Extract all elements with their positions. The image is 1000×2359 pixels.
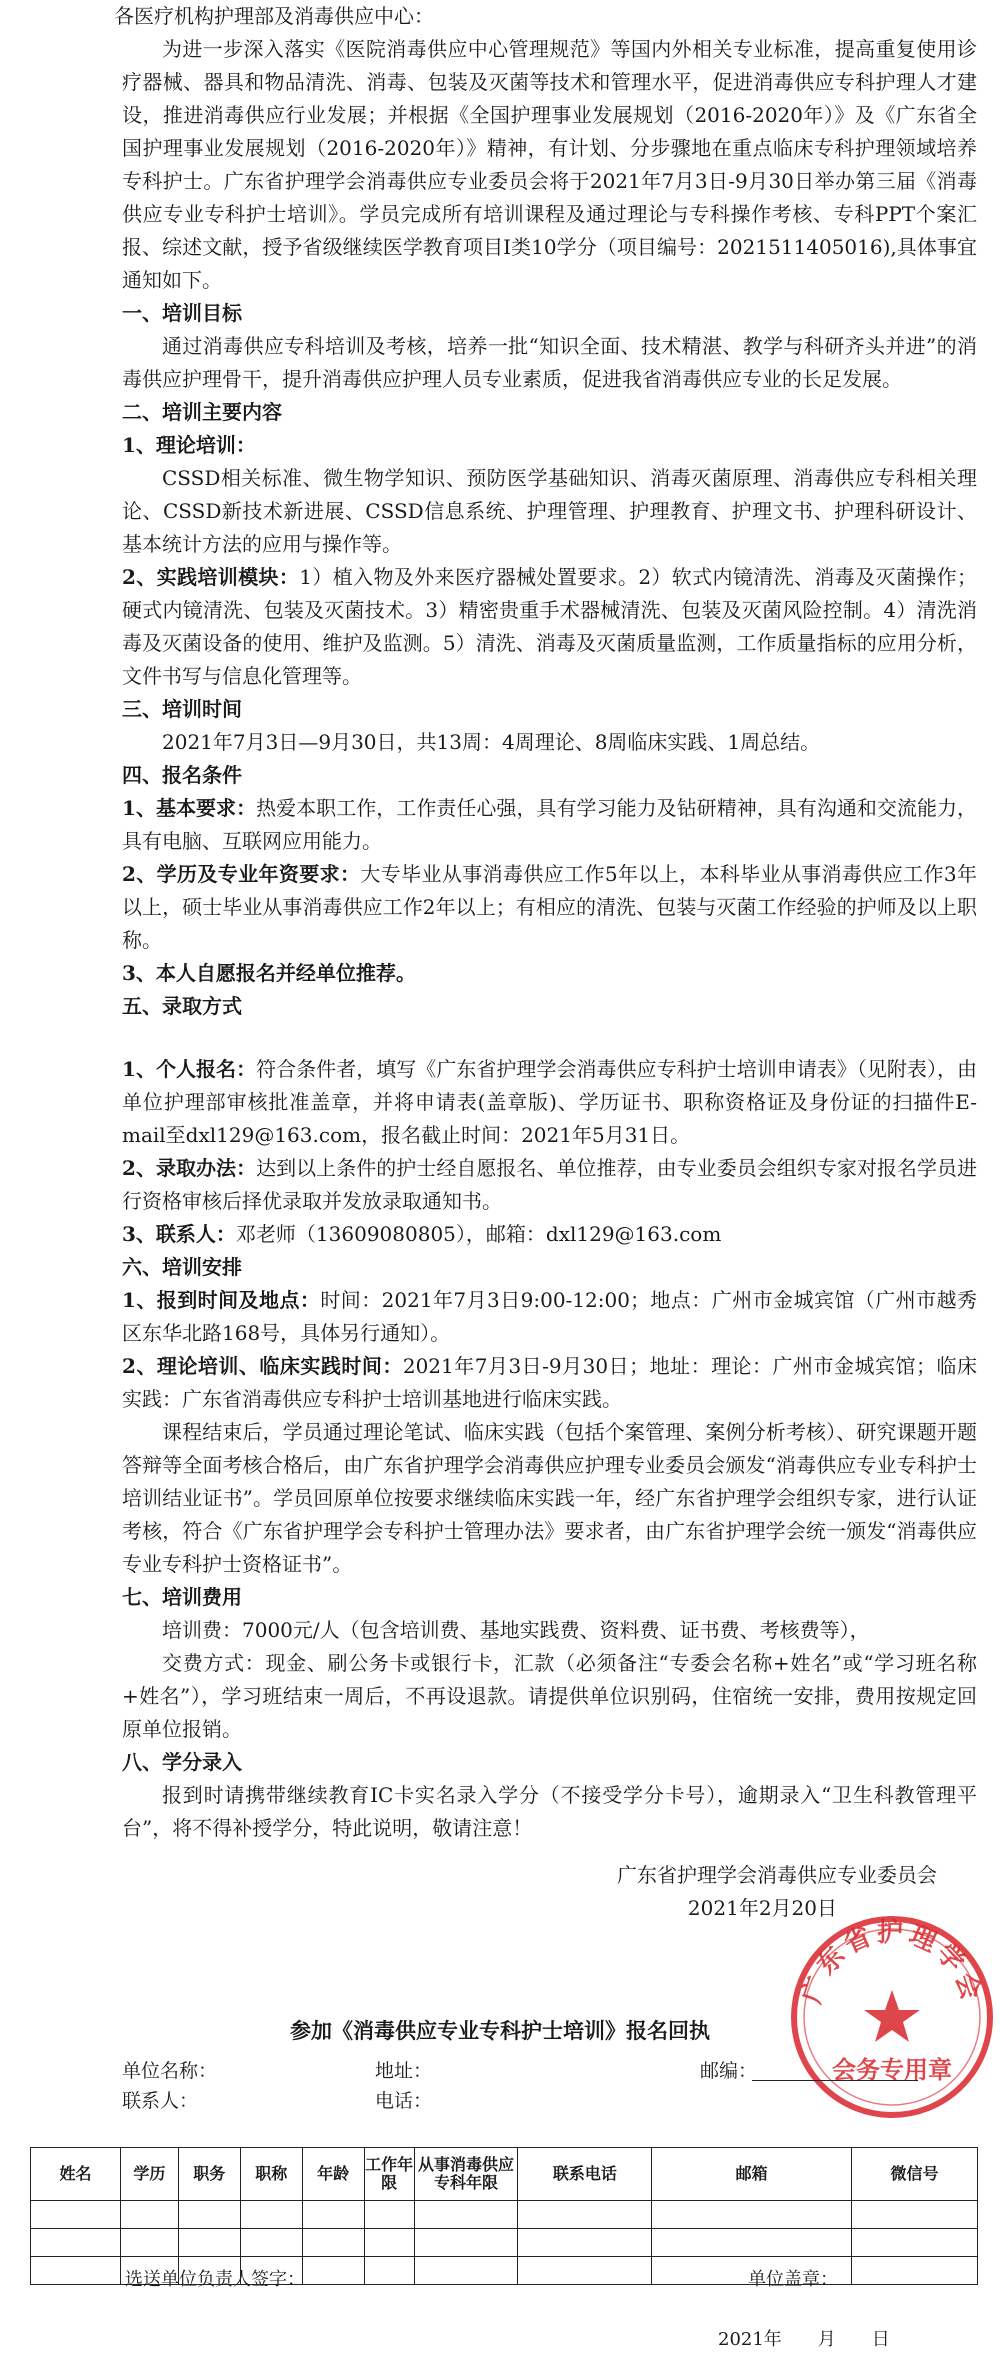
section-8-title: 八、学分录入 [122,1750,242,1774]
section-2-item-2 [122,561,977,693]
col-education: 学历 [120,2148,178,2201]
table-cell[interactable] [302,2201,364,2229]
col-work-years: 工作年限 [364,2148,414,2201]
section-2-item-2-title: 2、实践培训模块： [122,565,300,589]
col-age: 年龄 [302,2148,364,2201]
section-2-item-1-title: 1、理论培训： [122,433,256,457]
table-cell[interactable] [31,2201,121,2229]
section-4-item-1-title: 1、基本要求： [122,796,257,820]
col-name: 姓名 [31,2148,121,2201]
col-title: 职称 [240,2148,302,2201]
table-cell[interactable] [414,2257,518,2285]
section-4-item-2-body: 大专毕业从事消毒供应工作5年以上，本科毕业从事消毒供应工作3年以上，硕士毕业从事消毒供应工作2年以上；有相应的清洗、包装与灭菌工作经验的护师及以上职称。 [122,862,978,952]
table-row [31,2229,978,2257]
section-6-item-1-title: 1、报到时间及地点： [122,1288,321,1312]
table-cell[interactable] [178,2229,240,2257]
form-unit-label: 单位名称： [122,2060,218,2082]
section-4-item-3: 3、本人自愿报名并经单位推荐。 [122,961,416,985]
table-cell[interactable] [852,2257,978,2285]
unit-seal-label: 单位盖章： [748,2269,838,2290]
table-cell[interactable] [414,2229,518,2257]
col-position: 职务 [178,2148,240,2201]
table-header-row [31,2148,978,2201]
section-1-body: 通过消毒供应专科培训及考核，培养一批“知识全面、技术精湛、教学与科研齐头并进”的消毒供应护理骨干，提升消毒供应护理人员专业素质，促进我省消毒供应专业的长足发展。 [122,334,977,391]
table-cell[interactable] [652,2229,852,2257]
table-cell[interactable] [120,2229,178,2257]
col-phone: 联系电话 [518,2148,652,2201]
section-2-item-1-body: CSSD相关标准、微生物学知识、预防医学基础知识、消毒灭菌原理、消毒供应专科相关理论、CSSD新技术新进展、CSSD信息系统、护理管理、护理教育、护理文书、护理科研设计、基本统计方法的应用与操作等。 [122,466,977,556]
section-1-title: 一、培训目标 [122,301,242,325]
table-cell[interactable] [31,2257,121,2285]
section-5-item-1 [122,1053,977,1152]
seal-arc-text: 广东省护理学会 [797,1918,987,2008]
table-cell[interactable] [518,2229,652,2257]
table-cell[interactable] [240,2229,302,2257]
section-4-item-1 [122,792,977,858]
section-6-title: 六、培训安排 [122,1255,242,1279]
form-date: 2021年 月 日 [718,2329,890,2350]
leader-signature-label: 选送单位负责人签字： [125,2269,305,2290]
section-5-item-2 [122,1152,977,1218]
form-phone-label: 电话： [375,2090,433,2112]
section-6-item-2-body: 2021年7月3日-9月30日；地址：理论：广州市金城宾馆；临床实践：广东省消毒供应专科护士培训基地进行临床实践。 [122,1354,978,1411]
table-cell[interactable] [302,2229,364,2257]
form-postcode-underline [752,2080,918,2081]
section-4-title: 四、报名条件 [122,763,242,787]
table-cell[interactable] [120,2201,178,2229]
section-7-payment: 交费方式：现金、刷公务卡或银行卡，汇款（必须备注“专委会名称+姓名”或“学习班名称+姓名”），学习班结束一周后，不再设退款。请提供单位识别码，住宿统一安排，费用按规定回原单位报销。 [122,1651,977,1741]
intro-paragraph: 为进一步深入落实《医院消毒供应中心管理规范》等国内外相关专业标准，提高重复使用诊疗器械、器具和物品清洗、消毒、包装及灭菌等技术和管理水平，促进消毒供应专科护理人才建设，推进消毒供应行业发展；并根据《全国护理事业发展规划（2016-2020年）》及《广东省全国护理事业发展规划（2016-2020年）》精神，有计划、分步骤地在重点临床专科护理领域培养专科护士。广东省护理学会消毒供应专业委员会将于2021年7月3日-9月30日举办第三届《消毒供应专业专科护士培训》。学员完成所有培训课程及通过理论与专科操作考核、专科PPT个案汇报、综述文献，授予省级继续医学教育项目Ⅰ类10学分（项目编号：2021511405016),具体事宜通知如下。 [122,37,977,292]
section-5-spacer [122,1023,977,1053]
table-cell[interactable] [240,2201,302,2229]
col-email: 邮箱 [652,2148,852,2201]
section-7-fee: 培训费：7000元/人（包含培训费、基地实践费、资料费、证书费、考核费等）， [162,1618,870,1642]
section-3-body: 2021年7月3日—9月30日，共13周：4周理论、8周临床实践、1周总结。 [162,730,821,754]
section-6-item-2 [122,1350,977,1416]
section-5-item-1-title: 1、个人报名： [122,1057,257,1081]
table-cell[interactable] [364,2257,414,2285]
col-wechat: 微信号 [852,2148,978,2201]
section-6-item-2-title: 2、理论培训、临床实践时间： [122,1354,403,1378]
section-3-title: 三、培训时间 [122,697,242,721]
table-cell[interactable] [414,2201,518,2229]
col-cssd-years: 从事消毒供应专科年限 [414,2148,518,2201]
contact-info: 邓老师（13609080805），邮箱：dxl129@163.com [235,1222,722,1246]
section-4-item-2 [122,858,977,957]
section-6-item-1 [122,1284,977,1350]
table-cell[interactable] [178,2201,240,2229]
table-cell[interactable] [364,2201,414,2229]
section-5-item-3 [122,1218,977,1251]
section-5-item-1-body: 符合条件者，填写《广东省护理学会消毒供应专科护士培训申请表》（见附表），由单位护理部审核批准盖章，并将申请表(盖章版)、学历证书、职称资格证及身份证的扫描件E-mail至dxl129@163.com，报名截止时间：2021年5月31日。 [122,1057,977,1147]
signature-org: 广东省护理学会消毒供应专业委员会 [617,1863,937,1887]
table-cell[interactable] [518,2201,652,2229]
form-title: 参加《消毒供应专业专科护士培训》报名回执 [290,2018,710,2043]
section-5-title: 五、录取方式 [122,994,242,1018]
section-6-body: 课程结束后，学员通过理论笔试、临床实践（包括个案管理、案例分析考核）、研究课题开题答辩等全面考核合格后，由广东省护理学会消毒供应护理专业委员会颁发“消毒供应专业专科护士培训结业证书”。学员回原单位按要求继续临床实践一年，经广东省护理学会组织专家，进行认证考核，符合《广东省护理学会专科护士管理办法》要求者，由广东省护理学会统一颁发“消毒供应专业专科护士资格证书”。 [122,1420,977,1576]
section-6-item-1-body: 时间：2021年7月3日9:00-12:00；地点：广州市金城宾馆（广州市越秀区东华北路168号，具体另行通知）。 [122,1288,977,1345]
section-8-body: 报到时请携带继续教育IC卡实名录入学分（不接受学分卡号），逾期录入“卫生科教管理平台”，将不得补授学分，特此说明，敬请注意！ [122,1783,977,1840]
section-2-title: 二、培训主要内容 [122,400,282,424]
table-cell[interactable] [31,2229,121,2257]
table-cell[interactable] [652,2201,852,2229]
table-cell[interactable] [302,2257,364,2285]
signature-date: 2021年2月20日 [687,1896,837,1920]
table-cell[interactable] [518,2257,652,2285]
section-2-item-2-body: 1）植入物及外来医疗器械处置要求。2）软式内镜清洗、消毒及灭菌操作；硬式内镜清洗、包装及灭菌技术。3）精密贵重手术器械清洗、包装及灭菌风险控制。4）清洗消毒及灭菌设备的使用、维护及监测。5）清洗、消毒及灭菌质量监测，工作质量指标的应用分析，文件书写与信息化管理等。 [122,565,977,688]
recipients-line: 各医疗机构护理部及消毒供应中心： [114,4,434,28]
seal-subtext: 会务专用章 [832,2055,952,2084]
section-5-item-3-title: 3、联系人： [122,1222,236,1246]
section-7-title: 七、培训费用 [122,1585,242,1609]
form-postcode-label: 邮编： [700,2060,758,2082]
form-contact-label: 联系人： [122,2090,199,2112]
section-4-item-1-body: 热爱本职工作，工作责任心强，具有学习能力及钻研精神，具有沟通和交流能力，具有电脑、互联网应用能力。 [122,796,978,853]
table-row [31,2201,978,2229]
table-cell[interactable] [852,2229,978,2257]
section-5-item-2-title: 2、录取办法： [122,1156,257,1180]
section-4-item-2-title: 2、学历及专业年资要求： [122,862,361,886]
section-5-item-2-body: 达到以上条件的护士经自愿报名、单位推荐，由专业委员会组织专家对报名学员进行资格审核后择优录取并发放录取通知书。 [122,1156,978,1213]
table-cell[interactable] [852,2201,978,2229]
notice-body [114,0,978,1925]
form-address-label: 地址： [375,2060,433,2082]
table-cell[interactable] [364,2229,414,2257]
